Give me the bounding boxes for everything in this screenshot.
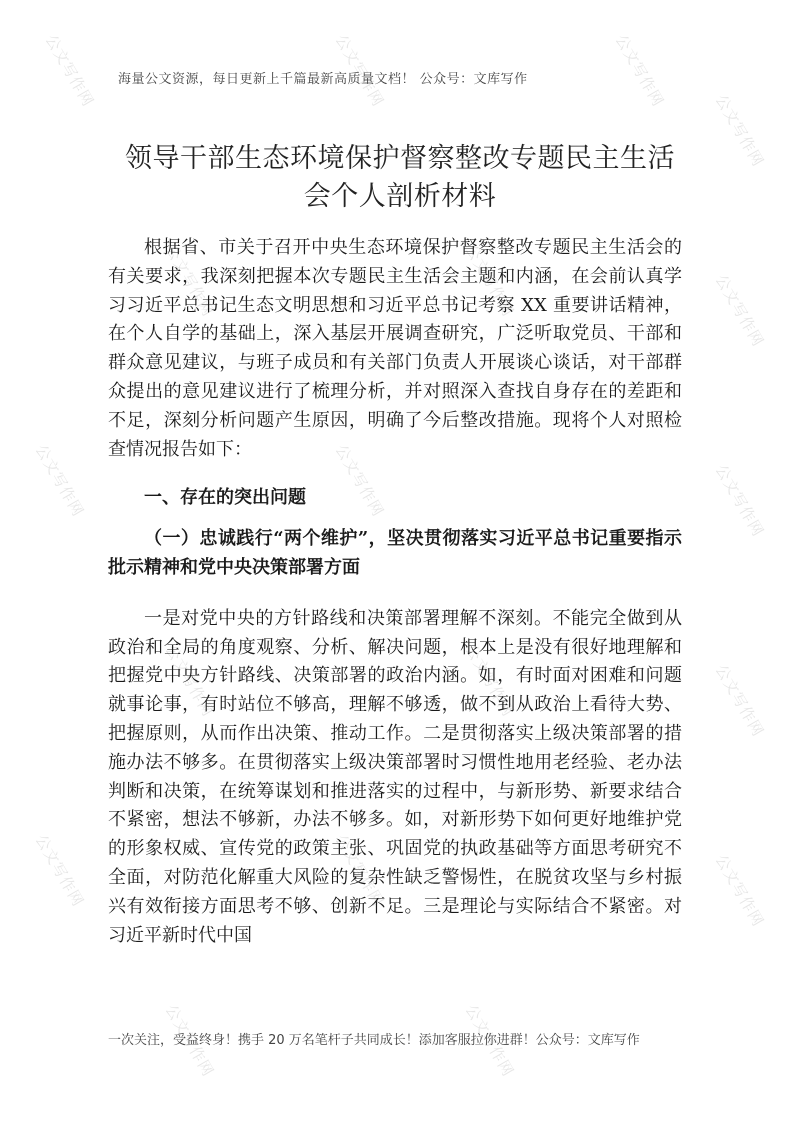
title-line-1: 领导干部生态环境保护督察整改专题民主生活	[125, 143, 675, 174]
watermark-text: 公文写作网	[711, 461, 768, 540]
page-header: 海量公文资源，每日更新上千篇最新高质量文档！ 公众号：文库写作	[118, 72, 528, 87]
watermark-text: 公文写作网	[611, 31, 668, 110]
watermark-text: 公文写作网	[31, 831, 88, 910]
watermark-text: 公文写作网	[31, 441, 88, 520]
watermark-text: 公文写作网	[711, 271, 768, 350]
section-heading: 一、存在的突出问题	[144, 487, 306, 509]
subsection-heading: （一）忠诚践行“两个维护”，坚决贯彻落实习近平总书记重要指示批示精神和党中央决策部署方面	[108, 528, 682, 578]
watermark-text: 公文写作网	[161, 1001, 218, 1080]
watermark-text: 公文写作网	[461, 241, 518, 320]
watermark-text: 公文写作网	[331, 31, 388, 110]
watermark-text: 公文写作网	[41, 31, 98, 110]
watermark-text: 公文写作网	[461, 641, 518, 720]
watermark-text: 公文写作网	[161, 641, 218, 720]
title-line-2: 会个人剖析材料	[303, 181, 497, 212]
watermark-text: 公文写作网	[711, 661, 768, 740]
watermark-text: 公文写作网	[711, 851, 768, 930]
page-footer: 一次关注，受益终身！携手 20 万名笔杆子共同成长！添加客服拉你进群！公众号：文库写作	[108, 1033, 640, 1048]
watermark-text: 公文写作网	[161, 241, 218, 320]
body-paragraph: 一是对党中央的方针路线和决策部署理解不深刻。不能完全做到从政治和全局的角度观察、分析、解决问题，根本上是没有很好地理解和把握党中央方针路线、决策部署的政治内涵。如，有时面对困难和问题就事论事，有时站位不够高，理解不够透，做不到从政治上看待大势、把握原则，从而作出决策、推动工作。二是贯彻落实上级决策部署的措施办法不够多。在贯彻落实上级决策部署时习惯性地用老经验、老办法判断和决策，在统筹谋划和推进落实的过程中，与新形势、新要求结合不紧密，想法不够新，办法不够多。如，对新形势下如何更好地维护党的形象权威、宣传党的政策主张、巩固党的执政基础等方面思考研究不全面，对防范化解重大风险的复杂性缺乏警惕性，在脱贫攻坚与乡村振兴有效衔接方面思考不够、创新不足。三是理论与实际结合不紧密。对习近平新时代中国	[108, 607, 682, 946]
watermark-text: 公文写作网	[711, 91, 768, 170]
document-title	[100, 140, 700, 216]
watermark-text: 公文写作网	[331, 831, 388, 910]
watermark-text: 公文写作网	[331, 441, 388, 520]
watermark-text: 公文写作网	[461, 1001, 518, 1080]
document-body	[108, 234, 682, 950]
intro-paragraph: 根据省、市关于召开中央生态环境保护督察整改专题民主生活会的有关要求，我深刻把握本次专题民主生活会主题和内涵，在会前认真学习习近平总书记生态文明思想和习近平总书记考察 XX 重要讲话精神，在个人自学的基础上，深入基层开展调查研究，广泛听取党员、干部和群众意见建议，与班子成员和有关部门负责人开展谈心谈话，对干部群众提出的意见建议进行了梳理分析，并对照深入查找自身存在的差距和不足，深刻分析问题产生原因，明确了今后整改措施。现将个人对照检查情况报告如下：	[108, 237, 682, 460]
